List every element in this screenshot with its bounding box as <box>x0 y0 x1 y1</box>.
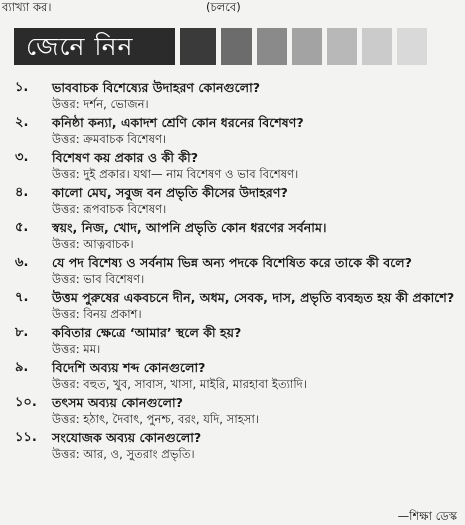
top-left-text: ব্যাখ্যা কর। <box>2 0 52 14</box>
qa-item <box>15 254 460 287</box>
qa-item <box>15 394 460 427</box>
answer-text: উত্তর: বহুত, খুব, সাবাস, খাসা, মাইরি, মারহাবা ইত্যাদি। <box>52 377 307 391</box>
question-number: ১১. <box>15 430 37 445</box>
question-text: বিদেশি অব্যয় শব্দ কোনগুলো? <box>52 360 206 375</box>
banner-square <box>221 28 252 65</box>
banner-square <box>397 28 427 65</box>
question-text: সংযোজক অব্যয় কোনগুলো? <box>52 430 202 445</box>
answer-text: উত্তর: মম। <box>52 342 101 356</box>
banner-square <box>362 28 392 65</box>
question-text: উত্তম পুরুষের একবচনে দীন, অধম, সেবক, দাস, প্রভৃতি ব্যবহৃত হয় কী প্রকাশে? <box>52 290 455 305</box>
qa-list <box>15 79 460 464</box>
question-number: ৭. <box>15 290 29 305</box>
answer-text: উত্তর: হঠাৎ, দৈবাৎ, পুনশ্চ, বরং, যদি, সাহসা। <box>52 412 259 426</box>
banner-square <box>292 28 322 65</box>
question-number: ৫. <box>15 220 29 235</box>
banner-square <box>257 28 287 65</box>
question-text: কবিতার ক্ষেত্রে ‘আমার’ স্থলে কী হয়? <box>52 325 242 340</box>
banner-square <box>327 28 357 65</box>
qa-item <box>15 149 460 182</box>
section-banner <box>14 28 454 65</box>
banner-title: জেনে নিন <box>14 28 175 65</box>
qa-item <box>15 359 460 392</box>
question-number: ৩. <box>15 150 29 165</box>
question-number: ১০. <box>15 395 37 410</box>
top-strip <box>0 0 465 18</box>
question-number: ৪. <box>15 185 29 200</box>
answer-text: উত্তর: ক্রমবাচক বিশেষণ। <box>52 132 167 146</box>
question-number: ২. <box>15 115 29 130</box>
answer-text: উত্তর: দর্শন, ভোজন। <box>52 97 149 111</box>
desk-credit: —শিক্ষা ডেস্ক <box>397 509 457 523</box>
question-text: কনিষ্ঠা কন্যা, একাদশ শ্রেণি কোন ধরনের বিশেষণ? <box>52 115 304 130</box>
qa-item <box>15 429 460 462</box>
question-number: ৮. <box>15 325 29 340</box>
qa-item <box>15 184 460 217</box>
question-text: স্বয়ং, নিজ, খোদ, আপনি প্রভৃতি কোন ধরণের সর্বনাম। <box>52 220 327 235</box>
qa-item <box>15 324 460 357</box>
answer-text: উত্তর: রূপবাচক বিশেষণ। <box>52 202 167 216</box>
answer-text: উত্তর: দুই প্রকার। যথা— নাম বিশেষণ ও ভাব বিশেষণ। <box>52 167 299 181</box>
answer-text: উত্তর: আত্নবাচক। <box>52 237 134 251</box>
question-text: তৎসম অব্যয় কোনগুলো? <box>52 395 183 410</box>
banner-square <box>180 28 216 65</box>
question-text: কালো মেঘ, সবুজ বন প্রভৃতি কীসের উদাহরণ? <box>52 185 288 200</box>
qa-item <box>15 219 460 252</box>
answer-text: উত্তর: বিনয় প্রকাশ। <box>52 307 142 321</box>
question-number: ১. <box>15 80 29 95</box>
question-number: ৬. <box>15 255 29 270</box>
question-text: যে পদ বিশেষ্য ও সর্বনাম ভিন্ন অন্য পদকে বিশেষিত করে তাকে কী বলে? <box>52 255 412 270</box>
banner-squares <box>175 28 427 65</box>
qa-item <box>15 79 460 112</box>
question-text: বিশেষণ কয় প্রকার ও কী কী? <box>52 150 199 165</box>
qa-item <box>15 114 460 147</box>
answer-text: উত্তর: ভাব বিশেষণ। <box>52 272 145 286</box>
question-number: ৯. <box>15 360 29 375</box>
qa-item <box>15 289 460 322</box>
question-text: ভাববাচক বিশেষ্যের উদাহরণ কোনগুলো? <box>52 80 261 95</box>
top-right-text: (চলবে) <box>206 0 241 14</box>
answer-text: উত্তর: আর, ও, সুতরাং প্রভৃতি। <box>52 447 195 461</box>
